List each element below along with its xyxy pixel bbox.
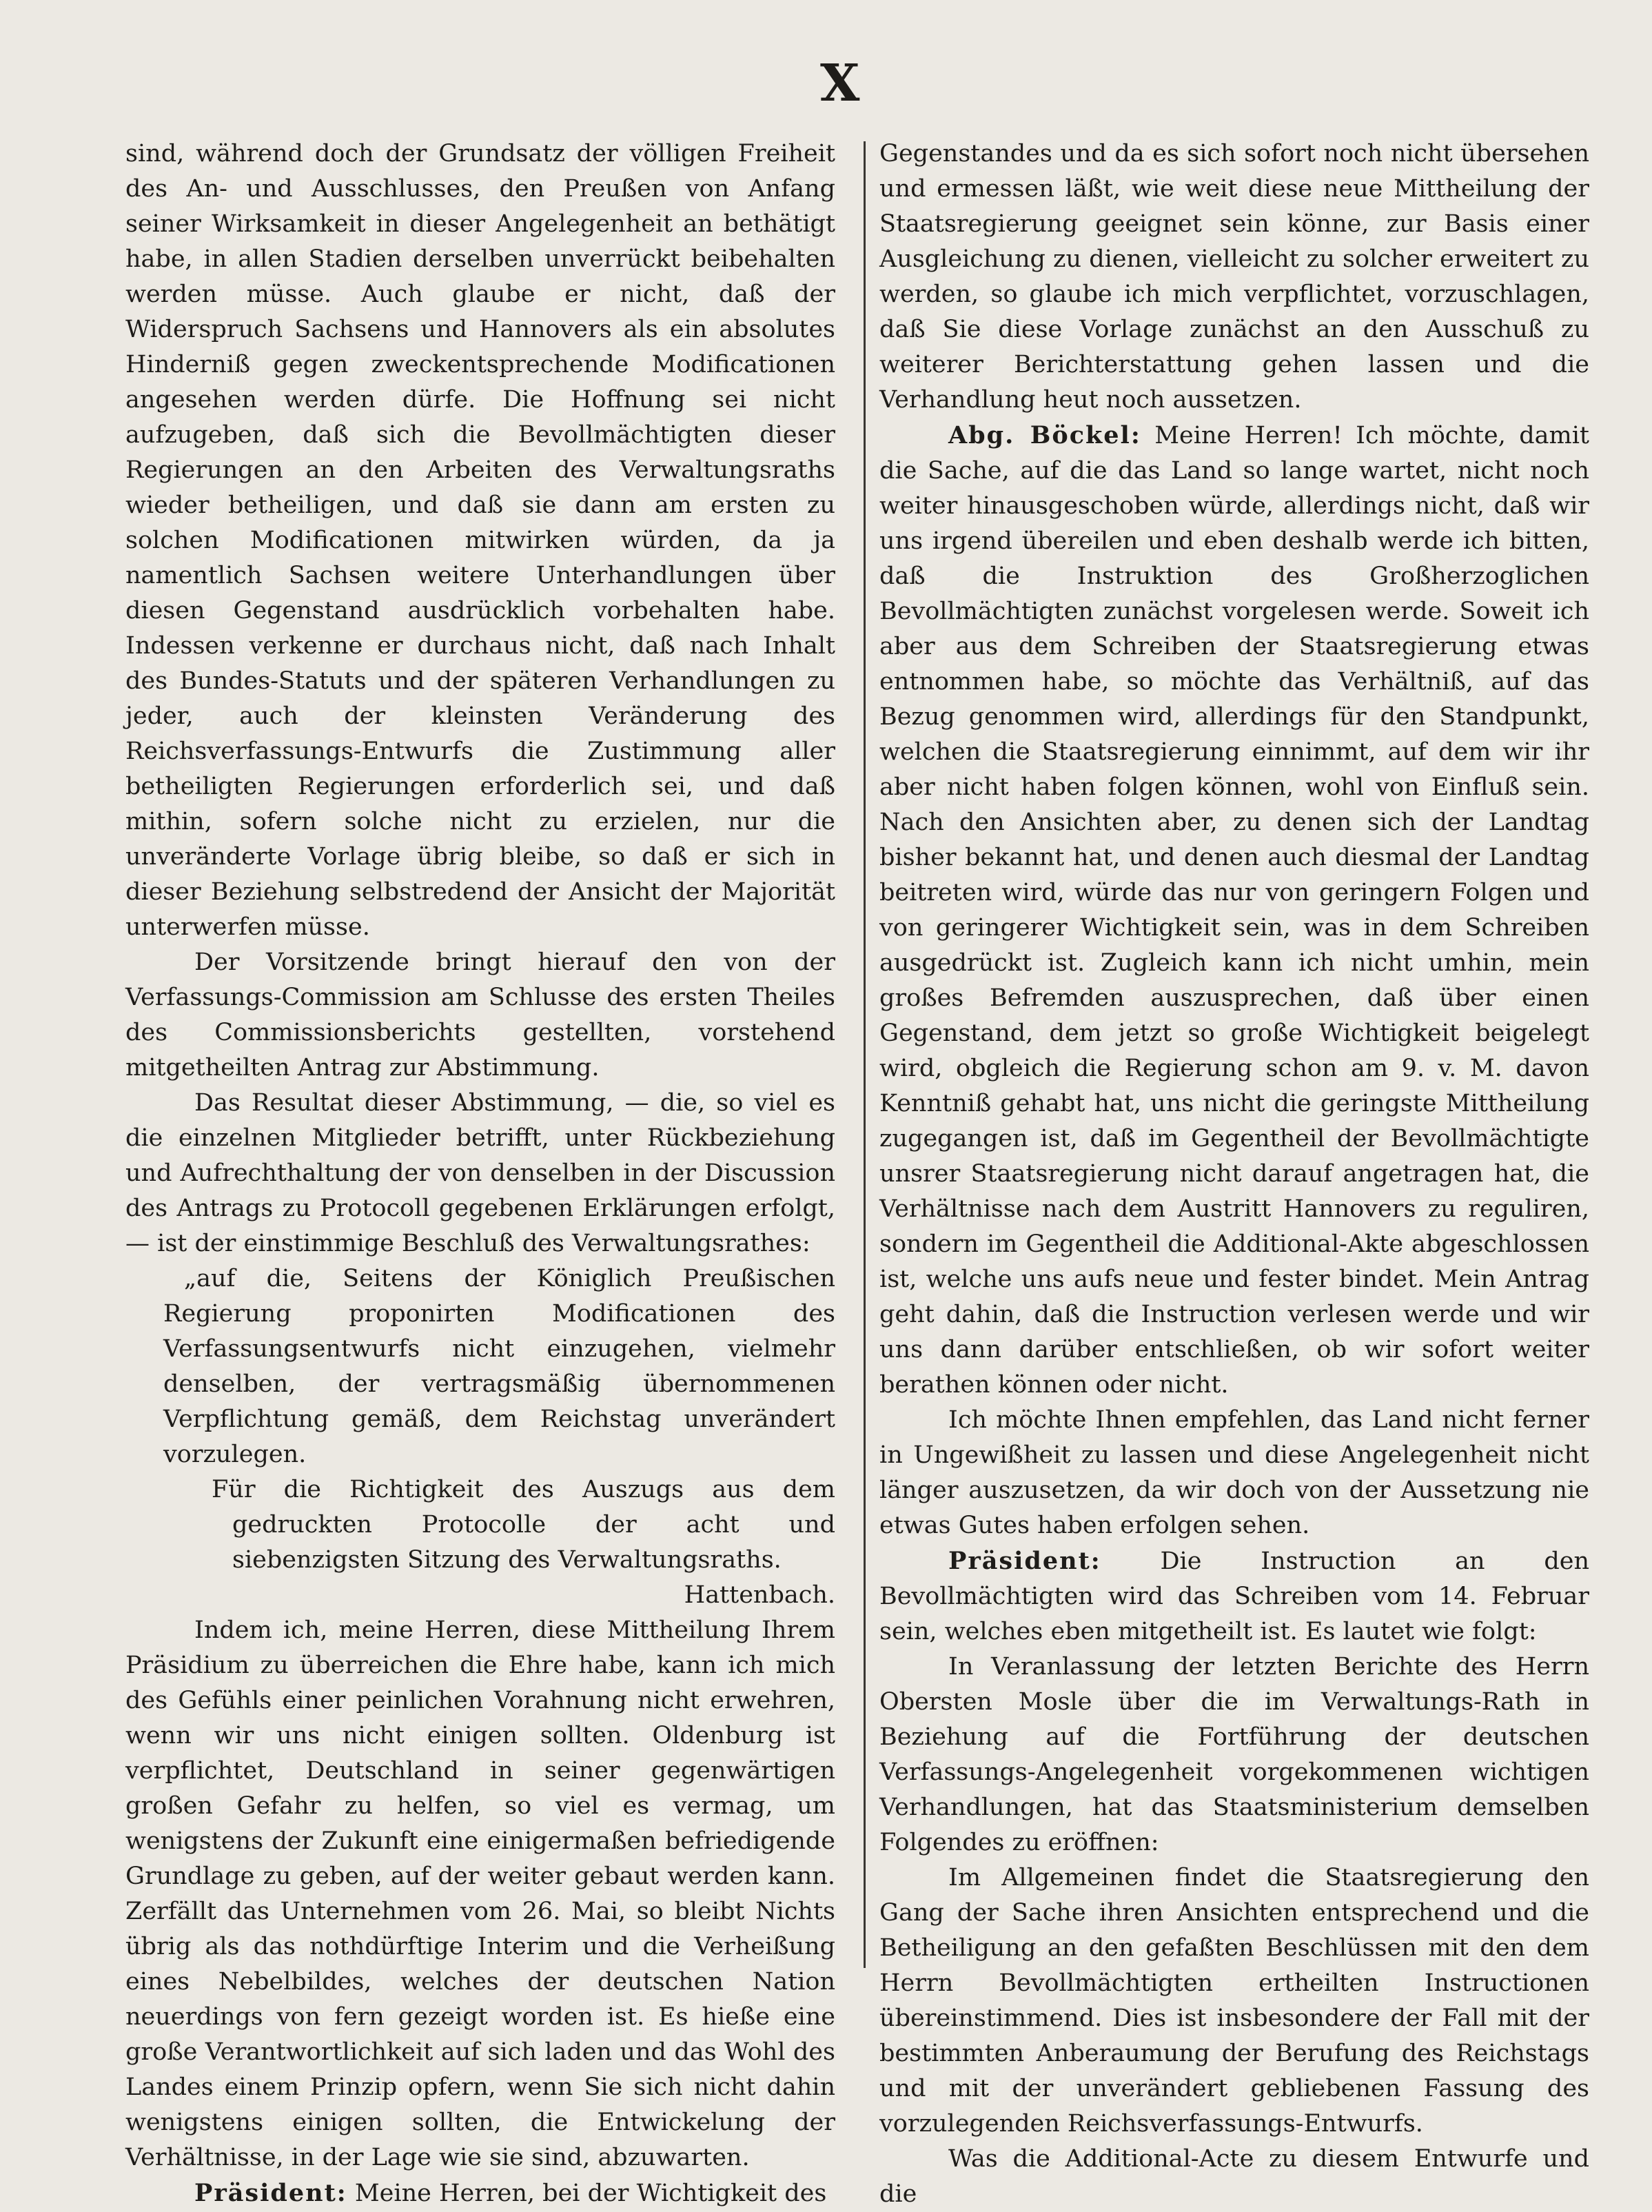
paragraph-text: Hattenbach.	[684, 1581, 835, 1609]
speaker-name: Präsident:	[194, 2179, 347, 2207]
page-number: X	[820, 54, 861, 113]
signature	[125, 1578, 835, 1613]
paragraph	[879, 1543, 1589, 1650]
paragraph	[125, 1472, 835, 1578]
paragraph-text: Ich möchte Ihnen empfehlen, das Land nicht ferner in Ungewißheit zu lassen und diese Angelegenheit nicht länger auszusetzen, da wir doch von der Aussetzung nie etwas Gutes haben erfolgen sehen.	[879, 1406, 1589, 1539]
paragraph-text: Indem ich, meine Herren, diese Mittheilung Ihrem Präsidium zu überreichen die Ehre habe, kann ich mich des Gefühls einer peinlichen Vorahnung nicht erwehren, wenn wir uns nicht einigen sollten. Oldenburg ist verpflichtet, Deutschland in seiner gegenwärtigen großen Gefahr zu helfen, so viel es vermag, um wenigstens der Zukunft eine einigermaßen befriedigende Grundlage zu geben, auf der weiter gebaut werden kann. Zerfällt das Unternehmen vom 26. Mai, so bleibt Nichts übrig als das nothdürftige Interim und die Verheißung eines Nebelbildes, welches der deutschen Nation neuerdings von fern gezeigt worden ist. Es hieße eine große Verantwortlichkeit auf sich laden und das Wohl des Landes einem Prinzip opfern, wenn Sie sich nicht dahin wenigstens einigen sollten, die Entwickelung der Verhältnisse, in der Lage wie sie sind, abzuwarten.	[125, 1616, 835, 2171]
paragraph-text: Die Instruction an den Bevollmächtigten wird das Schreiben vom 14. Februar sein, welches eben mitgetheilt ist. Es lautet wie folgt:	[879, 1548, 1589, 1645]
paragraph-text: Das Resultat dieser Abstimmung, — die, so viel es die einzelnen Mitglieder betrifft, unter Rückbeziehung und Aufrechthaltung der von denselben in der Discussion des Antrags zu Protocoll gegebenen Erklärungen erfolgt, — ist der einstimmige Beschluß des Verwaltungsrathes:	[125, 1089, 835, 1257]
paragraph-text: „auf die, Seitens der Königlich Preußischen Regierung proponirten Modificationen des Verfassungsentwurfs nicht einzugehen, vielmehr denselben, der vertragsmäßig übernommenen Verpflichtung gemäß, dem Reichstag unverändert vorzulegen.	[163, 1265, 835, 1468]
paragraph	[125, 945, 835, 1086]
paragraph	[879, 1860, 1589, 2142]
paragraph	[879, 418, 1589, 1403]
speaker-name: Präsident:	[948, 1547, 1101, 1575]
paragraph-text: Der Vorsitzende bringt hierauf den von der Verfassungs-Commission am Schlusse des ersten Theiles des Commissionsberichts gestellten, vorstehend mitgetheilten Antrag zur Abstimmung.	[125, 948, 835, 1082]
paragraph-text: sind, während doch der Grundsatz der völligen Freiheit des An- und Ausschlusses, den Preußen von Anfang seiner Wirksamkeit in dieser Angelegenheit an bethätigt habe, in allen Stadien derselben unverrückt beibehalten werden müsse. Auch glaube er nicht, daß der Widerspruch Sachsens und Hannovers als ein absolutes Hinderniß gegen zweckentsprechende Modificationen angesehen werden dürfe. Die Hoffnung sei nicht aufzugeben, daß sich die Bevollmächtigten dieser Regierungen an den Arbeiten des Verwaltungsraths wieder betheiligen, und daß sie dann am ersten zu solchen Modificationen mitwirken würden, da ja namentlich Sachsen weitere Unterhandlungen über diesen Gegenstand ausdrücklich vorbehalten habe. Indessen verkenne er durchaus nicht, daß nach Inhalt des Bundes-Statuts und der späteren Verhandlungen zu jeder, auch der kleinsten Veränderung des Reichsverfassungs-Entwurfs die Zustimmung aller betheiligten Regierungen erforderlich sei, und daß mithin, sofern solche nicht zu erzielen, nur die unveränderte Vorlage übrig bleibe, so daß er sich in dieser Beziehung selbstredend der Ansicht der Majorität unterwerfen müsse.	[125, 140, 835, 941]
paragraph-text: Meine Herren! Ich möchte, damit die Sache, auf die das Land so lange wartet, nicht noch weiter hinausgeschoben würde, allerdings nicht, daß wir uns irgend übereilen und eben deshalb werde ich bitten, daß die Instruktion des Großherzoglichen Bevollmächtigten zunächst vorgelesen werde. Soweit ich aber aus dem Schreiben der Staatsregierung etwas entnommen habe, so möchte das Verhältniß, auf das Bezug genommen wird, allerdings für den Standpunkt, welchen die Staatsregierung einnimmt, auf dem wir ihr aber nicht haben folgen können, wohl von Einfluß sein. Nach den Ansichten aber, zu denen sich der Landtag bisher bekannt hat, und denen auch diesmal der Landtag beitreten wird, würde das nur von geringern Folgen und von geringerer Wichtigkeit sein, was in dem Schreiben ausgedrückt ist. Zugleich kann ich nicht umhin, mein großes Befremden auszusprechen, daß über einen Gegenstand, dem jetzt so große Wichtigkeit beigelegt wird, obgleich die Regierung schon am 9. v. M. davon Kenntniß gehabt hat, uns nicht die geringste Mittheilung zugegangen ist, daß im Gegentheil der Bevollmächtigte unsrer Staatsregierung nicht darauf angetragen hat, die Verhältnisse nach dem Austritt Hannovers zu reguliren, sondern im Gegentheil die Additional-Akte abgeschlossen ist, welche uns aufs neue und fester bindet. Mein Antrag geht dahin, daß die Instruction verlesen werde und wir uns dann darüber entschließen, ob wir sofort weiter berathen können oder nicht.	[879, 422, 1589, 1399]
paragraph	[879, 1403, 1589, 1543]
paragraph-text: Für die Richtigkeit des Auszugs aus dem gedruckten Protocolle der acht und siebenzigsten Sitzung des Verwaltungsraths.	[212, 1476, 835, 1574]
paragraph	[879, 136, 1589, 418]
paragraph-text: Gegenstandes und da es sich sofort noch nicht übersehen und ermessen läßt, wie weit diese neue Mittheilung der Staatsregierung geeignet sein könne, zur Basis einer Ausgleichung zu dienen, vielleicht zu solcher erweitert zu werden, so glaube ich mich verpflichtet, vorzuschlagen, daß Sie diese Vorlage zunächst an den Ausschuß zu weiterer Berichterstattung gehen lassen und die Verhandlung heut noch aussetzen.	[879, 140, 1589, 414]
paragraph	[879, 2142, 1589, 2212]
paragraph	[125, 1086, 835, 1261]
paragraph-text: Meine Herren, bei der Wichtigkeit des	[347, 2180, 827, 2207]
paragraph	[125, 1261, 835, 1472]
column-divider	[864, 141, 866, 1968]
paragraph	[879, 1650, 1589, 1860]
speaker-name: Abg. Böckel:	[948, 421, 1141, 449]
paragraph-text: Im Allgemeinen findet die Staatsregierung den Gang der Sache ihren Ansichten entsprechend und die Betheiligung an den gefaßten Beschlüssen mit den dem Herrn Bevollmächtigten ertheilten Instructionen übereinstimmend. Dies ist insbesondere der Fall mit der bestimmten Anberaumung der Berufung des Reichstags und mit der unverändert gebliebenen Fassung des vorzulegenden Reichsverfassungs-Entwurfs.	[879, 1864, 1589, 2138]
paragraph-text: In Veranlassung der letzten Berichte des Herrn Obersten Mosle über die im Verwaltungs-Rath in Beziehung auf die Fortführung der deutschen Verfassungs-Angelegenheit vorgekommenen wichtigen Verhandlungen, hat das Staatsministerium demselben Folgendes zu eröffnen:	[879, 1653, 1589, 1856]
paragraph-text: Was die Additional-Acte zu diesem Entwurfe und die	[879, 2145, 1589, 2208]
paragraph	[125, 136, 835, 945]
left-column	[125, 136, 835, 2211]
right-column	[879, 136, 1589, 2212]
paragraph	[125, 2175, 835, 2211]
paragraph	[125, 1613, 835, 2175]
